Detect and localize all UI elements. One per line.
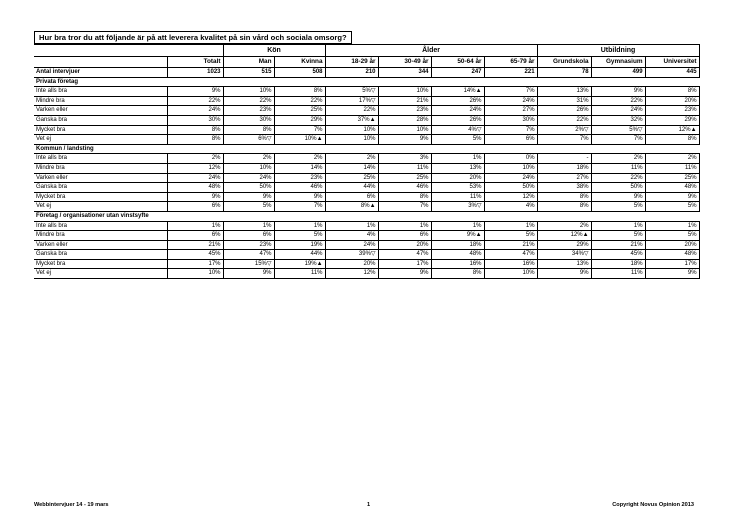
footer-copyright: Copyright Novus Opinion 2013 xyxy=(612,502,694,508)
cell-value: 7% xyxy=(537,135,591,145)
cell-value: 48% xyxy=(645,183,699,193)
table-row xyxy=(34,183,699,193)
table-row xyxy=(34,135,699,145)
cell-value: 29% xyxy=(274,115,325,125)
row-label: Ganska bra xyxy=(34,183,167,193)
cell-value: 344 xyxy=(378,68,431,78)
cell-value: 4%▽ xyxy=(431,125,484,135)
column-header: Kvinna xyxy=(274,57,325,68)
cell-value: 12% xyxy=(484,192,537,202)
cell-value: 10% xyxy=(223,163,274,173)
cell-value: 17%▽ xyxy=(325,96,378,106)
cell-value: 30% xyxy=(484,115,537,125)
cell-value: 12% xyxy=(325,269,378,279)
cell-value: 10% xyxy=(223,87,274,97)
cell-value: 16% xyxy=(484,259,537,269)
cell-value: 29% xyxy=(537,240,591,250)
cell-value: 14% xyxy=(274,163,325,173)
row-label: Ganska bra xyxy=(34,250,167,260)
cell-value: 25% xyxy=(378,173,431,183)
cell-value: 17% xyxy=(378,259,431,269)
table-row xyxy=(34,259,699,269)
cell-value: 9% xyxy=(167,192,223,202)
cell-value: 5% xyxy=(645,231,699,241)
cell-value: 8% xyxy=(645,87,699,97)
row-label: Inte alls bra xyxy=(34,154,167,164)
column-header: Man xyxy=(223,57,274,68)
cell-value: 9% xyxy=(645,192,699,202)
cell-value: 10% xyxy=(167,269,223,279)
table-row xyxy=(34,192,699,202)
cell-value: 13% xyxy=(537,87,591,97)
cell-value: 22% xyxy=(591,96,645,106)
cell-value: 11% xyxy=(645,163,699,173)
row-label: Varken eller xyxy=(34,173,167,183)
cell-value: 34%▽ xyxy=(537,250,591,260)
cell-value: 9% xyxy=(591,87,645,97)
table-row xyxy=(34,250,699,260)
cell-value: 48% xyxy=(431,250,484,260)
cell-value: 46% xyxy=(274,183,325,193)
cell-value: 2% xyxy=(167,154,223,164)
cell-value: 9% xyxy=(223,192,274,202)
cell-value: 9% xyxy=(378,269,431,279)
cell-value: 21% xyxy=(378,96,431,106)
cell-value: 10% xyxy=(378,87,431,97)
cell-value: 46% xyxy=(378,183,431,193)
cell-value: 47% xyxy=(378,250,431,260)
cell-value: 44% xyxy=(274,250,325,260)
row-label: Varken eller xyxy=(34,240,167,250)
cell-value: 10% xyxy=(484,163,537,173)
sample-size-row xyxy=(34,68,699,78)
cell-value: 47% xyxy=(484,250,537,260)
cell-value: 20% xyxy=(325,259,378,269)
cell-value: 1% xyxy=(484,221,537,231)
cell-value: 8% xyxy=(431,269,484,279)
cell-value: 45% xyxy=(167,250,223,260)
cell-value: 17% xyxy=(167,259,223,269)
cell-value: 25% xyxy=(274,106,325,116)
cell-value: 8% xyxy=(537,192,591,202)
cell-value: 50% xyxy=(591,183,645,193)
cell-value: 24% xyxy=(167,173,223,183)
cell-value: 18% xyxy=(591,259,645,269)
cell-value: 14% xyxy=(325,163,378,173)
section-header-row xyxy=(34,77,699,87)
cell-value: 1% xyxy=(431,154,484,164)
cell-value: 6% xyxy=(325,192,378,202)
cell-value: 8% xyxy=(274,87,325,97)
cell-value: 15%▽ xyxy=(223,259,274,269)
cell-value: 45% xyxy=(591,250,645,260)
cell-value: 11% xyxy=(274,269,325,279)
row-label: Inte alls bra xyxy=(34,87,167,97)
cell-value: 21% xyxy=(484,240,537,250)
cell-value: 10% xyxy=(484,269,537,279)
cell-value: 12%▲ xyxy=(645,125,699,135)
cell-value: 8% xyxy=(167,135,223,145)
group-header-blank xyxy=(34,45,167,57)
cell-value: 2% xyxy=(591,154,645,164)
cell-value: 24% xyxy=(484,96,537,106)
group-header-row xyxy=(34,45,699,57)
cell-value: 27% xyxy=(537,173,591,183)
row-label: Mindre bra xyxy=(34,231,167,241)
cell-value: 7% xyxy=(484,125,537,135)
cell-value: 6% xyxy=(167,231,223,241)
cell-value: 6% xyxy=(484,135,537,145)
cell-value: 2% xyxy=(223,154,274,164)
cell-value: 9% xyxy=(223,269,274,279)
column-header: 18-29 år xyxy=(325,57,378,68)
cell-value: 44% xyxy=(325,183,378,193)
cell-value: 24% xyxy=(223,173,274,183)
cell-value: 1% xyxy=(431,221,484,231)
cell-value: 22% xyxy=(167,96,223,106)
cell-value: 445 xyxy=(645,68,699,78)
cell-value: 5% xyxy=(274,231,325,241)
section-title: Företag / organisationer utan vinstsyfte xyxy=(34,211,699,221)
table-row xyxy=(34,87,699,97)
cell-value: 9% xyxy=(645,269,699,279)
group-header-kon: Kön xyxy=(223,45,325,57)
cell-value: 13% xyxy=(537,259,591,269)
cell-value: 53% xyxy=(431,183,484,193)
cell-value: 1% xyxy=(378,221,431,231)
cell-value: 515 xyxy=(223,68,274,78)
table-row xyxy=(34,163,699,173)
cell-value: 10% xyxy=(325,125,378,135)
cell-value: 24% xyxy=(431,106,484,116)
cell-value: 27% xyxy=(484,106,537,116)
cell-value: 47% xyxy=(223,250,274,260)
column-header: Gymnasium xyxy=(591,57,645,68)
cell-value: 5% xyxy=(484,231,537,241)
row-label: Vet ej xyxy=(34,269,167,279)
cell-value: 23% xyxy=(274,173,325,183)
column-header-row xyxy=(34,57,699,68)
cell-value: 8% xyxy=(378,192,431,202)
row-label: Vet ej xyxy=(34,202,167,212)
section-title: Kommun / landsting xyxy=(34,144,699,154)
cell-value: 18% xyxy=(537,163,591,173)
cell-value: 9%▲ xyxy=(431,231,484,241)
cell-value: 7% xyxy=(484,87,537,97)
cell-value: 38% xyxy=(537,183,591,193)
cell-value: 31% xyxy=(537,96,591,106)
cell-value: 30% xyxy=(167,115,223,125)
cell-value: 23% xyxy=(223,240,274,250)
cell-value: 0% xyxy=(484,154,537,164)
table-row xyxy=(34,202,699,212)
cell-value: 221 xyxy=(484,68,537,78)
cell-value: 14%▲ xyxy=(431,87,484,97)
row-label: Varken eller xyxy=(34,106,167,116)
cell-value: 508 xyxy=(274,68,325,78)
cell-value: 21% xyxy=(591,240,645,250)
column-header: 30-49 år xyxy=(378,57,431,68)
cell-value: 22% xyxy=(325,106,378,116)
cell-value: 24% xyxy=(325,240,378,250)
cell-value: 10%▲ xyxy=(274,135,325,145)
table-row xyxy=(34,106,699,116)
cell-value: 5% xyxy=(223,202,274,212)
table-row xyxy=(34,240,699,250)
footer-left: Webbintervjuer 14 - 19 mars xyxy=(34,502,109,508)
table-row xyxy=(34,96,699,106)
row-label: Mindre bra xyxy=(34,163,167,173)
cell-value: 22% xyxy=(274,96,325,106)
cell-value: - xyxy=(537,154,591,164)
cell-value: 23% xyxy=(645,106,699,116)
cell-value: 2%▽ xyxy=(537,125,591,135)
section-header-row xyxy=(34,211,699,221)
cell-value: 32% xyxy=(591,115,645,125)
table-row xyxy=(34,173,699,183)
row-label: Mycket bra xyxy=(34,192,167,202)
cell-value: 9% xyxy=(274,192,325,202)
table-row xyxy=(34,154,699,164)
cell-value: 22% xyxy=(223,96,274,106)
group-header-alder: Ålder xyxy=(325,45,537,57)
cell-value: 8%▲ xyxy=(325,202,378,212)
table-row xyxy=(34,269,699,279)
cell-value: 6%▽ xyxy=(223,135,274,145)
table-row xyxy=(34,115,699,125)
column-header: Grundskola xyxy=(537,57,591,68)
cell-value: 1% xyxy=(223,221,274,231)
cell-value: 1% xyxy=(167,221,223,231)
footer-page-number: 1 xyxy=(367,502,371,508)
row-label: Inte alls bra xyxy=(34,221,167,231)
row-label: Mycket bra xyxy=(34,125,167,135)
cell-value: 7% xyxy=(591,135,645,145)
section-title: Privata företag xyxy=(34,77,699,87)
crosstab-table xyxy=(34,44,700,279)
cell-value: 11% xyxy=(591,269,645,279)
cell-value: 10% xyxy=(378,125,431,135)
group-header-total xyxy=(167,45,223,57)
cell-value: 48% xyxy=(167,183,223,193)
cell-value: 1% xyxy=(645,221,699,231)
column-header: 65-79 år xyxy=(484,57,537,68)
cell-value: 12% xyxy=(167,163,223,173)
cell-value: 1023 xyxy=(167,68,223,78)
cell-value: 8% xyxy=(223,125,274,135)
cell-value: 8% xyxy=(645,135,699,145)
cell-value: 6% xyxy=(167,202,223,212)
cell-value: 5% xyxy=(431,135,484,145)
cell-value: 22% xyxy=(591,173,645,183)
cell-value: 8% xyxy=(167,125,223,135)
table-row xyxy=(34,221,699,231)
cell-value: 26% xyxy=(431,96,484,106)
cell-value: 247 xyxy=(431,68,484,78)
cell-value: 50% xyxy=(484,183,537,193)
cell-value: 20% xyxy=(645,240,699,250)
cell-value: 39%▽ xyxy=(325,250,378,260)
cell-value: 2% xyxy=(325,154,378,164)
cell-value: 1% xyxy=(325,221,378,231)
cell-value: 10% xyxy=(325,135,378,145)
row-label: Mycket bra xyxy=(34,259,167,269)
cell-value: 21% xyxy=(167,240,223,250)
cell-value: 3%▽ xyxy=(431,202,484,212)
table-row xyxy=(34,125,699,135)
cell-value: 30% xyxy=(223,115,274,125)
cell-value: 1% xyxy=(591,221,645,231)
cell-value: 17% xyxy=(645,259,699,269)
cell-value: 5%▽ xyxy=(591,125,645,135)
cell-value: 37%▲ xyxy=(325,115,378,125)
column-header: Totalt xyxy=(167,57,223,68)
cell-value: 1% xyxy=(274,221,325,231)
cell-value: 6% xyxy=(378,231,431,241)
cell-value: 9% xyxy=(167,87,223,97)
cell-value: 26% xyxy=(537,106,591,116)
cell-value: 24% xyxy=(167,106,223,116)
cell-value: 499 xyxy=(591,68,645,78)
cell-value: 4% xyxy=(484,202,537,212)
cell-value: 5%▽ xyxy=(325,87,378,97)
cell-value: 25% xyxy=(645,173,699,183)
cell-value: 48% xyxy=(645,250,699,260)
cell-value: 11% xyxy=(591,163,645,173)
cell-value: 78 xyxy=(537,68,591,78)
cell-value: 6% xyxy=(223,231,274,241)
row-label: Mindre bra xyxy=(34,96,167,106)
cell-value: 19% xyxy=(274,240,325,250)
cell-value: 8% xyxy=(537,202,591,212)
cell-value: 5% xyxy=(645,202,699,212)
cell-value: 7% xyxy=(274,125,325,135)
cell-value: 11% xyxy=(378,163,431,173)
table-body xyxy=(34,68,699,279)
cell-value: 19%▲ xyxy=(274,259,325,269)
cell-value: 24% xyxy=(591,106,645,116)
cell-value: 4% xyxy=(325,231,378,241)
column-header: 50-64 år xyxy=(431,57,484,68)
cell-value: 18% xyxy=(431,240,484,250)
cell-value: 9% xyxy=(537,269,591,279)
cell-value: 28% xyxy=(378,115,431,125)
cell-value: 20% xyxy=(645,96,699,106)
row-label: Ganska bra xyxy=(34,115,167,125)
cell-value: 26% xyxy=(431,115,484,125)
cell-value: 2% xyxy=(537,221,591,231)
cell-value: 24% xyxy=(484,173,537,183)
cell-value: 2% xyxy=(274,154,325,164)
cell-value: 210 xyxy=(325,68,378,78)
cell-value: 29% xyxy=(645,115,699,125)
cell-value: 16% xyxy=(431,259,484,269)
row-label: Vet ej xyxy=(34,135,167,145)
cell-value: 5% xyxy=(591,231,645,241)
cell-value: 13% xyxy=(431,163,484,173)
cell-value: 25% xyxy=(325,173,378,183)
question-title: Hur bra tror du att följande är på att leverera kvalitet på sin vård och sociala omsorg? xyxy=(34,31,352,44)
cell-value: 50% xyxy=(223,183,274,193)
cell-value: 9% xyxy=(378,135,431,145)
cell-value: 20% xyxy=(431,173,484,183)
cell-value: 12%▲ xyxy=(537,231,591,241)
group-header-utbildning: Utbildning xyxy=(537,45,699,57)
column-header: Universitet xyxy=(645,57,699,68)
cell-value: 23% xyxy=(378,106,431,116)
cell-value: 9% xyxy=(591,192,645,202)
row-label: Antal intervjuer xyxy=(34,68,167,78)
cell-value: 22% xyxy=(537,115,591,125)
cell-value: 7% xyxy=(274,202,325,212)
cell-value: 2% xyxy=(645,154,699,164)
cell-value: 11% xyxy=(431,192,484,202)
cell-value: 5% xyxy=(591,202,645,212)
table-row xyxy=(34,231,699,241)
cell-value: 20% xyxy=(378,240,431,250)
cell-value: 23% xyxy=(223,106,274,116)
cell-value: 3% xyxy=(378,154,431,164)
section-header-row xyxy=(34,144,699,154)
cell-value: 7% xyxy=(378,202,431,212)
